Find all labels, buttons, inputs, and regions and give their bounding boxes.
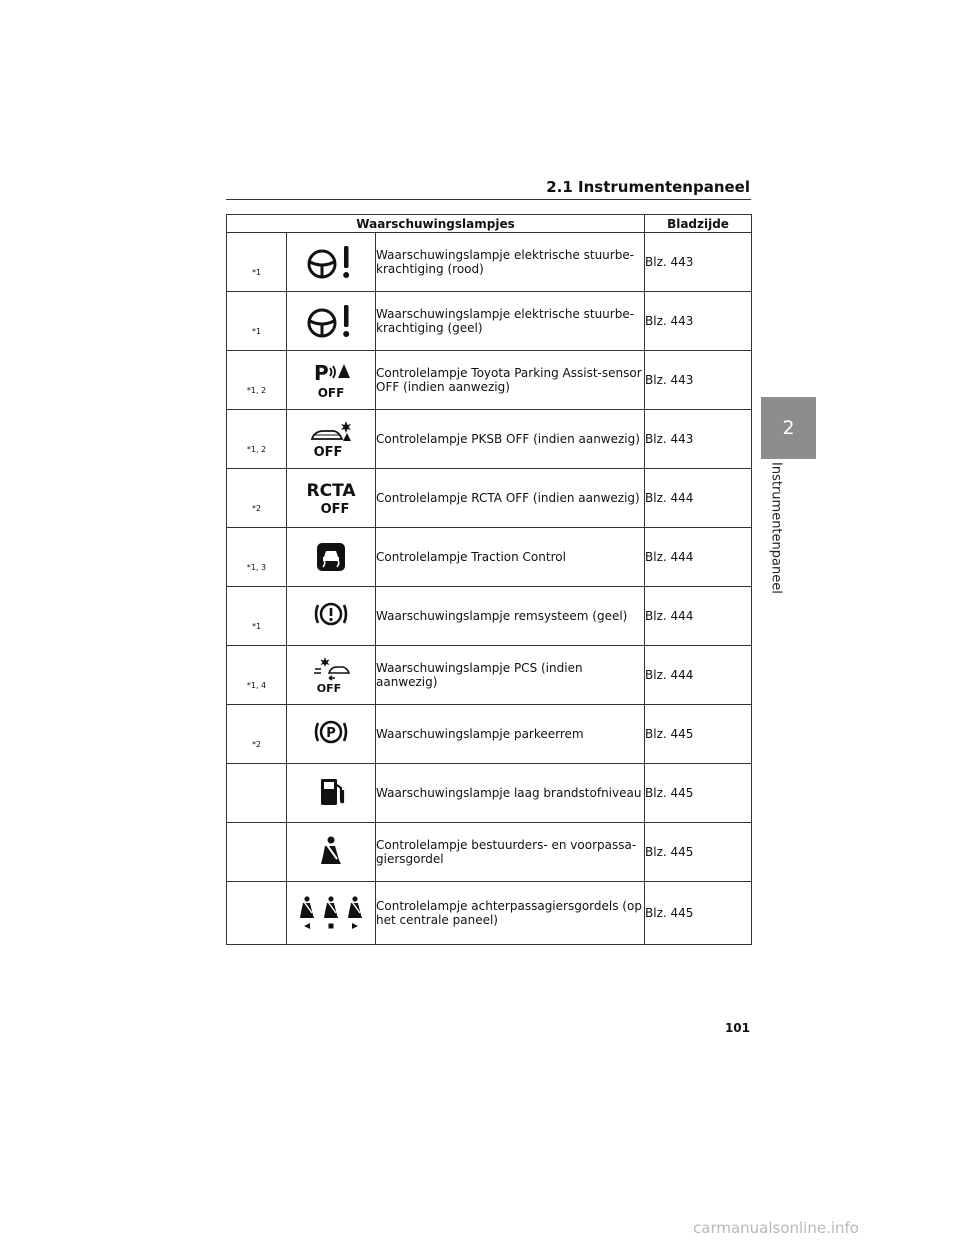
footnote-ref: *1, 2	[246, 444, 267, 454]
fuel-level-icon	[287, 764, 376, 823]
footnote-ref: *1	[251, 621, 262, 631]
row-description: Controlelampje bestuurders- en voorpassa-	[376, 838, 637, 852]
row-description: Controlelampje RCTA OFF (indien aanwezig)	[376, 491, 640, 505]
row-description: Waarschuwingslampje elektrische stuurbe-	[376, 248, 635, 262]
parking-brake-icon	[287, 705, 376, 764]
svg-text:OFF: OFF	[313, 445, 343, 459]
svg-text:P: P	[326, 726, 336, 741]
page-ref: Blz. 445	[645, 882, 752, 945]
table-row	[227, 705, 752, 764]
page-ref: Blz. 444	[645, 528, 752, 587]
row-description: Waarschuwingslampje elektrische stuurbe-	[376, 307, 635, 321]
page-ref: Blz. 443	[645, 351, 752, 410]
footnote-ref: *1	[251, 326, 262, 336]
table-row	[227, 528, 752, 587]
warning-lights-table	[226, 214, 752, 945]
page-ref: Blz. 444	[645, 587, 752, 646]
page-ref: Blz. 445	[645, 823, 752, 882]
svg-text:OFF: OFF	[316, 682, 342, 695]
rear-seatbelts-icon	[287, 882, 376, 945]
section-title: 2.1 Instrumentenpaneel	[546, 178, 750, 196]
footnote-ref: *2	[251, 503, 262, 513]
svg-text:P: P	[314, 361, 329, 385]
rcta-off-icon	[287, 469, 376, 528]
pksb-off-icon	[287, 410, 376, 469]
page-ref: Blz. 443	[645, 410, 752, 469]
watermark: carmanualsonline.info	[693, 1219, 859, 1237]
table-row: *1 Waarschuwingslampje elektrische stuurbe- krachtiging (rood) Blz. 443	[227, 233, 752, 292]
page-ref: Blz. 444	[645, 469, 752, 528]
row-description: Waarschuwingslampje parkeerrem	[376, 727, 584, 741]
page-ref: Blz. 443	[645, 292, 752, 351]
table-row: *1, 2 P OFF Controlelampje Toyota Parking Assist-sensor OFF (indien aanwezig) Blz. 443	[227, 351, 752, 410]
table-row	[227, 469, 752, 528]
svg-text:RCTA: RCTA	[306, 481, 356, 501]
column-header-warnings: Waarschuwingslampjes	[227, 215, 645, 233]
footnote-ref: *1	[251, 267, 262, 277]
row-description: Controlelampje PKSB OFF (indien aanwezig)	[376, 432, 640, 446]
table-row: *1 Waarschuwingslampje elektrische stuurbe- krachtiging (geel) Blz. 443	[227, 292, 752, 351]
page-ref: Blz. 445	[645, 764, 752, 823]
row-description: Controlelampje achterpassagiersgordels (op	[376, 899, 642, 913]
footnote-ref: *1, 4	[246, 680, 267, 690]
svg-text:OFF: OFF	[320, 502, 350, 517]
steering-warning-icon	[287, 233, 376, 292]
table-row	[227, 410, 752, 469]
page-ref: Blz. 445	[645, 705, 752, 764]
table-header-row	[227, 215, 752, 233]
pcs-off-icon	[287, 646, 376, 705]
page-ref: Blz. 443	[645, 233, 752, 292]
table-row	[227, 764, 752, 823]
page-ref: Blz. 444	[645, 646, 752, 705]
brake-system-icon	[287, 587, 376, 646]
row-description: Controlelampje Toyota Parking Assist-sensor	[376, 366, 642, 380]
svg-text:OFF: OFF	[317, 386, 345, 400]
table-row	[227, 587, 752, 646]
row-description: Controlelampje Traction Control	[376, 550, 566, 564]
footnote-ref: *2	[251, 739, 262, 749]
header-divider	[226, 199, 751, 200]
parking-assist-off-icon	[287, 351, 376, 410]
table-row	[227, 646, 752, 705]
row-description: Waarschuwingslampje remsysteem (geel)	[376, 609, 628, 623]
footnote-ref: *1, 2	[246, 385, 267, 395]
seatbelt-icon	[287, 823, 376, 882]
table-row: Controlelampje bestuurders- en voorpassa- giersgordel Blz. 445	[227, 823, 752, 882]
column-header-page: Bladzijde	[645, 215, 752, 233]
chapter-tab: 2	[761, 397, 816, 459]
row-description: Waarschuwingslampje laag brandstofniveau	[376, 786, 642, 800]
row-description: Waarschuwingslampje PCS (indien aanwezig)	[376, 661, 583, 689]
page-number: 101	[724, 1021, 750, 1035]
table-row: Controlelampje achterpassagiersgordels (op het centrale paneel) Blz. 445	[227, 882, 752, 945]
steering-warning-icon	[287, 292, 376, 351]
footnote-ref: *1, 3	[246, 562, 267, 572]
traction-control-icon	[287, 528, 376, 587]
